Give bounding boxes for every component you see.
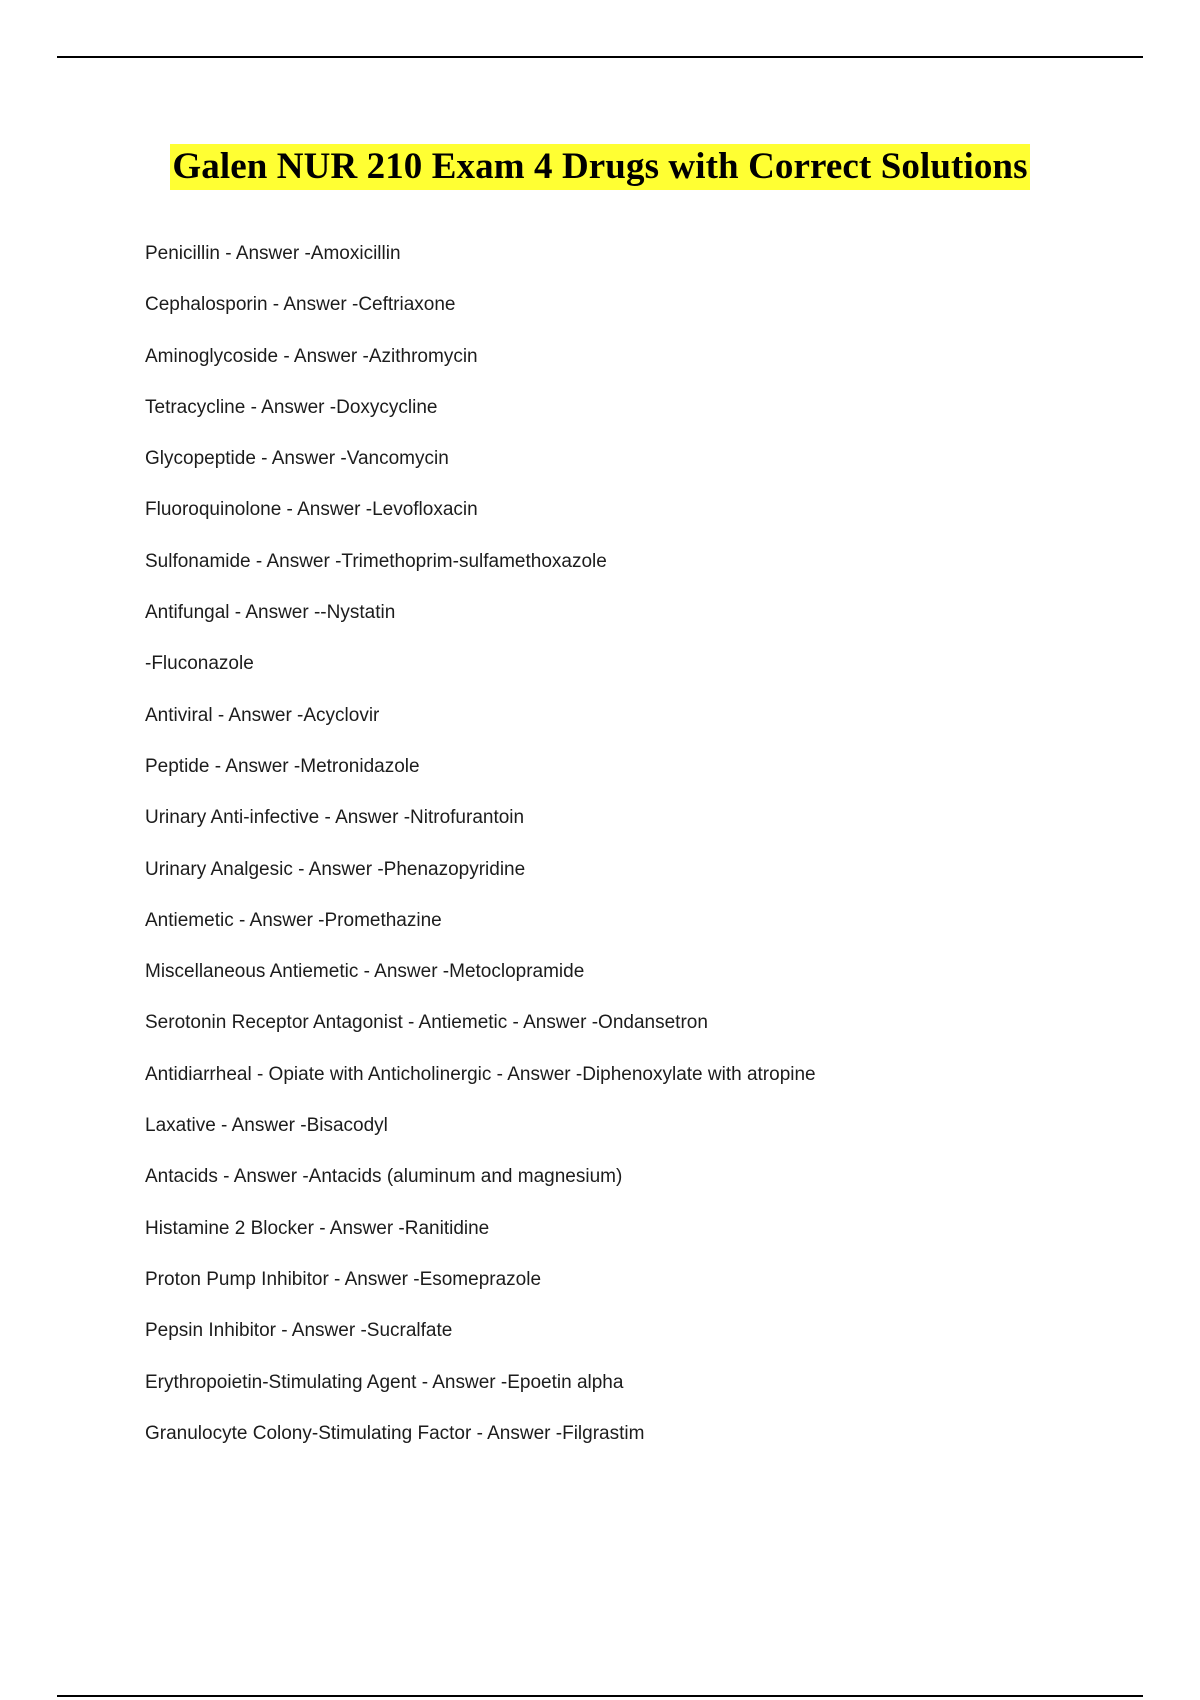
list-item: Erythropoietin-Stimulating Agent - Answer -Epoetin alpha bbox=[145, 1371, 624, 1393]
list-item: Antiemetic - Answer -Promethazine bbox=[145, 909, 442, 931]
list-item: Aminoglycoside - Answer -Azithromycin bbox=[145, 345, 478, 367]
list-item: Histamine 2 Blocker - Answer -Ranitidine bbox=[145, 1217, 490, 1239]
page-title: Galen NUR 210 Exam 4 Drugs with Correct Solutions bbox=[170, 144, 1029, 190]
list-item: Pepsin Inhibitor - Answer -Sucralfate bbox=[145, 1320, 453, 1342]
list-item: -Fluconazole bbox=[145, 653, 254, 675]
list-item: Antifungal - Answer --Nystatin bbox=[145, 602, 396, 624]
list-item: Urinary Analgesic - Answer -Phenazopyridine bbox=[145, 858, 526, 880]
list-item: Antacids - Answer -Antacids (aluminum and magnesium) bbox=[145, 1166, 623, 1188]
drug-answer-list bbox=[145, 236, 816, 1467]
header-rule bbox=[57, 56, 1143, 58]
list-item: Urinary Anti-infective - Answer -Nitrofurantoin bbox=[145, 807, 525, 829]
title-block bbox=[0, 144, 1200, 190]
list-item: Antidiarrheal - Opiate with Anticholinergic - Answer -Diphenoxylate with atropine bbox=[145, 1063, 816, 1085]
list-item: Tetracycline - Answer -Doxycycline bbox=[145, 396, 438, 418]
list-item: Cephalosporin - Answer -Ceftriaxone bbox=[145, 294, 456, 316]
list-item: Granulocyte Colony-Stimulating Factor - Answer -Filgrastim bbox=[145, 1422, 645, 1444]
list-item: Serotonin Receptor Antagonist - Antiemetic - Answer -Ondansetron bbox=[145, 1012, 708, 1034]
footer-rule bbox=[57, 1695, 1143, 1697]
list-item: Proton Pump Inhibitor - Answer -Esomeprazole bbox=[145, 1268, 542, 1290]
list-item: Glycopeptide - Answer -Vancomycin bbox=[145, 448, 449, 470]
list-item: Penicillin - Answer -Amoxicillin bbox=[145, 243, 401, 264]
list-item: Peptide - Answer -Metronidazole bbox=[145, 755, 420, 777]
list-item: Antiviral - Answer -Acyclovir bbox=[145, 704, 380, 726]
list-item: Miscellaneous Antiemetic - Answer -Metoclopramide bbox=[145, 961, 585, 983]
list-item: Fluoroquinolone - Answer -Levofloxacin bbox=[145, 499, 478, 521]
list-item: Laxative - Answer -Bisacodyl bbox=[145, 1115, 388, 1137]
list-item: Sulfonamide - Answer -Trimethoprim-sulfamethoxazole bbox=[145, 550, 607, 572]
